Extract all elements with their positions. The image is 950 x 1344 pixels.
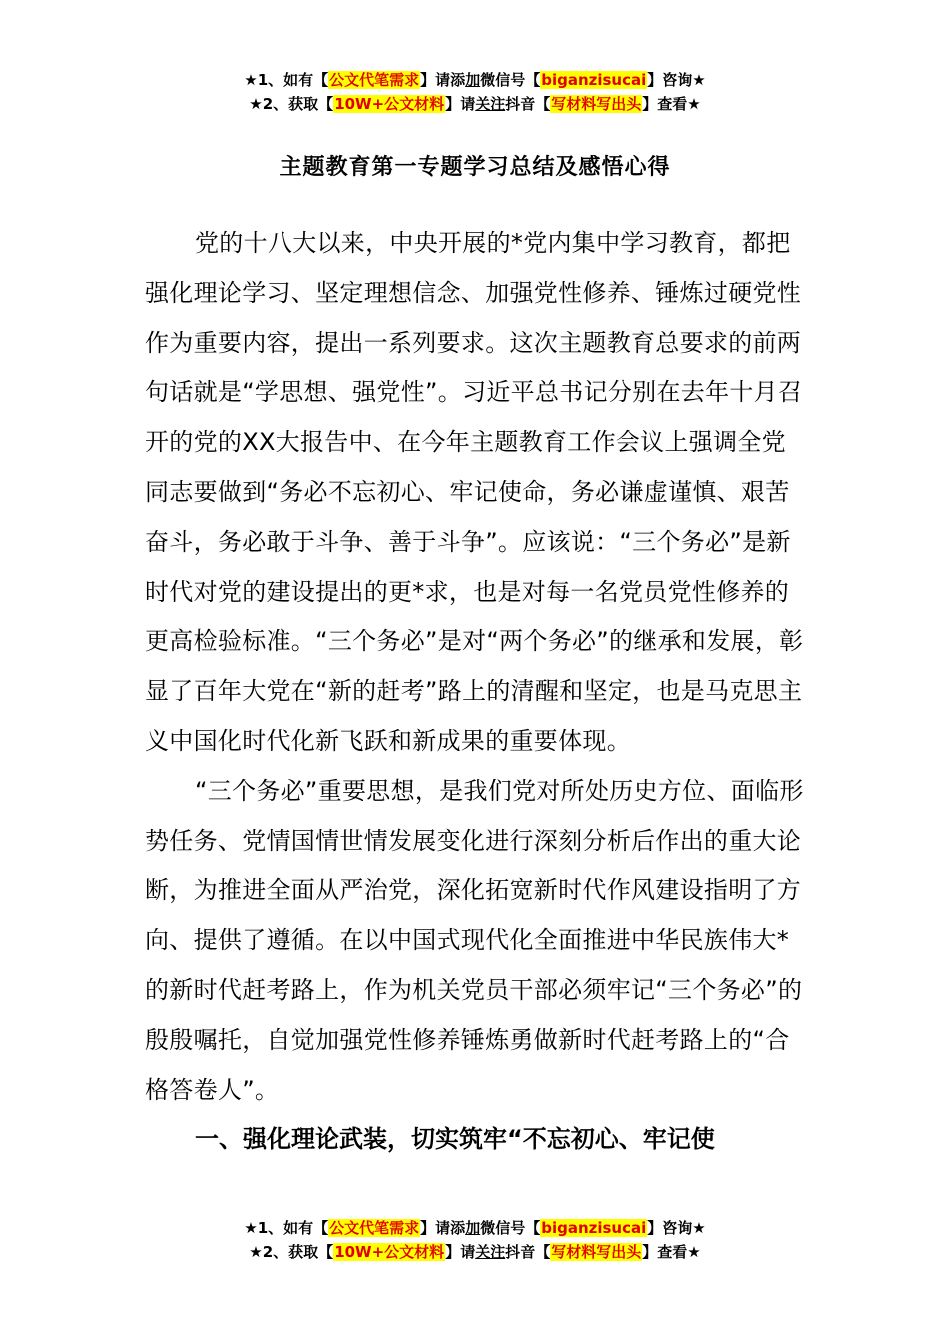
body-paragraph: “三个务必”重要思想，是我们党对所处历史方位、面临形势任务、党情国情世情发展变化进行深刻分析后作出的重大论断，为推进全面从严治党，深化拓宽新时代作风建设指明了方向、提供了遵循。在以中国式现代化全面推进中华民族伟大*的新时代赶考路上，作为机关党员干部必须牢记“三个务必”的殷殷嘱托，自觉加强党性修养锤炼勇做新时代赶考路上的“合格答卷人”。 (145, 776, 804, 1104)
document-body (145, 219, 807, 1165)
banner-text: 抖音【 (505, 95, 551, 113)
banner-text: 】请添 (420, 1219, 466, 1237)
highlight-service: 公文代笔需求 (329, 1219, 420, 1237)
banner-text: 】咨询★ (647, 1219, 706, 1237)
banner-text: 】请 (445, 95, 476, 113)
banner-line-1 (0, 68, 950, 92)
banner-text: 】请添 (420, 71, 466, 89)
document-title: 主题教育第一专题学习总结及感悟心得 (279, 155, 671, 180)
highlight-wechat-id: biganzisucai (541, 71, 647, 89)
banner-underlined-text: 关注 (475, 1243, 506, 1261)
banner-text: 】咨询★ (647, 71, 706, 89)
banner-underlined-text: 关注 (475, 95, 506, 113)
highlight-wechat-id: biganzisucai (541, 1219, 647, 1237)
banner-line-2 (0, 92, 950, 116)
banner-text: 微信号【 (480, 1219, 541, 1237)
header-banner (0, 68, 950, 116)
highlight-douyin-account: 写材料写出头 (551, 95, 642, 113)
highlight-douyin-account: 写材料写出头 (551, 1243, 642, 1261)
banner-text: 】查看★ (642, 95, 701, 113)
banner-text: ★2、获取【 (249, 1243, 334, 1261)
highlight-service: 公文代笔需求 (329, 71, 420, 89)
banner-text: 微信号【 (480, 71, 541, 89)
banner-text: ★1、如有【 (244, 1219, 329, 1237)
highlight-materials: 10W+公文材料 (334, 1243, 445, 1261)
footer-banner (0, 1216, 950, 1264)
section-heading: 一、强化理论武装，切实筑牢“不忘初心、牢记使 (195, 1125, 715, 1154)
banner-line-1 (0, 1216, 950, 1240)
banner-text: 】查看★ (642, 1243, 701, 1261)
banner-text: ★1、如有【 (244, 71, 329, 89)
body-paragraph: 党的十八大以来，中央开展的*党内集中学习教育，都把强化理论学习、坚定理想信念、加强党性修养、锤炼过硬党性作为重要内容，提出一系列要求。这次主题教育总要求的前两句话就是“学思想、强党性”。习近平总书记分别在去年十月召开的党的XX大报告中、在今年主题教育工作会议上强调全党同志要做到“务必不忘初心、牢记使命，务必谦虚谨慎、艰苦奋斗，务必敢于斗争、善于斗争”。应该说：“三个务必”是新时代对党的建设提出的更*求，也是对每一名党员党性修养的更高检验标准。“三个务必”是对“两个务必”的继承和发展，彰显了百年大党在“新的赶考”路上的清醒和坚定，也是马克思主义中国化时代化新飞跃和新成果的重要体现。 (145, 229, 804, 755)
highlight-materials: 10W+公文材料 (334, 95, 445, 113)
banner-text: 】请 (445, 1243, 476, 1261)
banner-text: 抖音【 (505, 1243, 551, 1261)
banner-line-2 (0, 1240, 950, 1264)
banner-underlined-text: 加 (465, 1219, 481, 1237)
banner-text: ★2、获取【 (249, 95, 334, 113)
banner-underlined-text: 加 (465, 71, 481, 89)
